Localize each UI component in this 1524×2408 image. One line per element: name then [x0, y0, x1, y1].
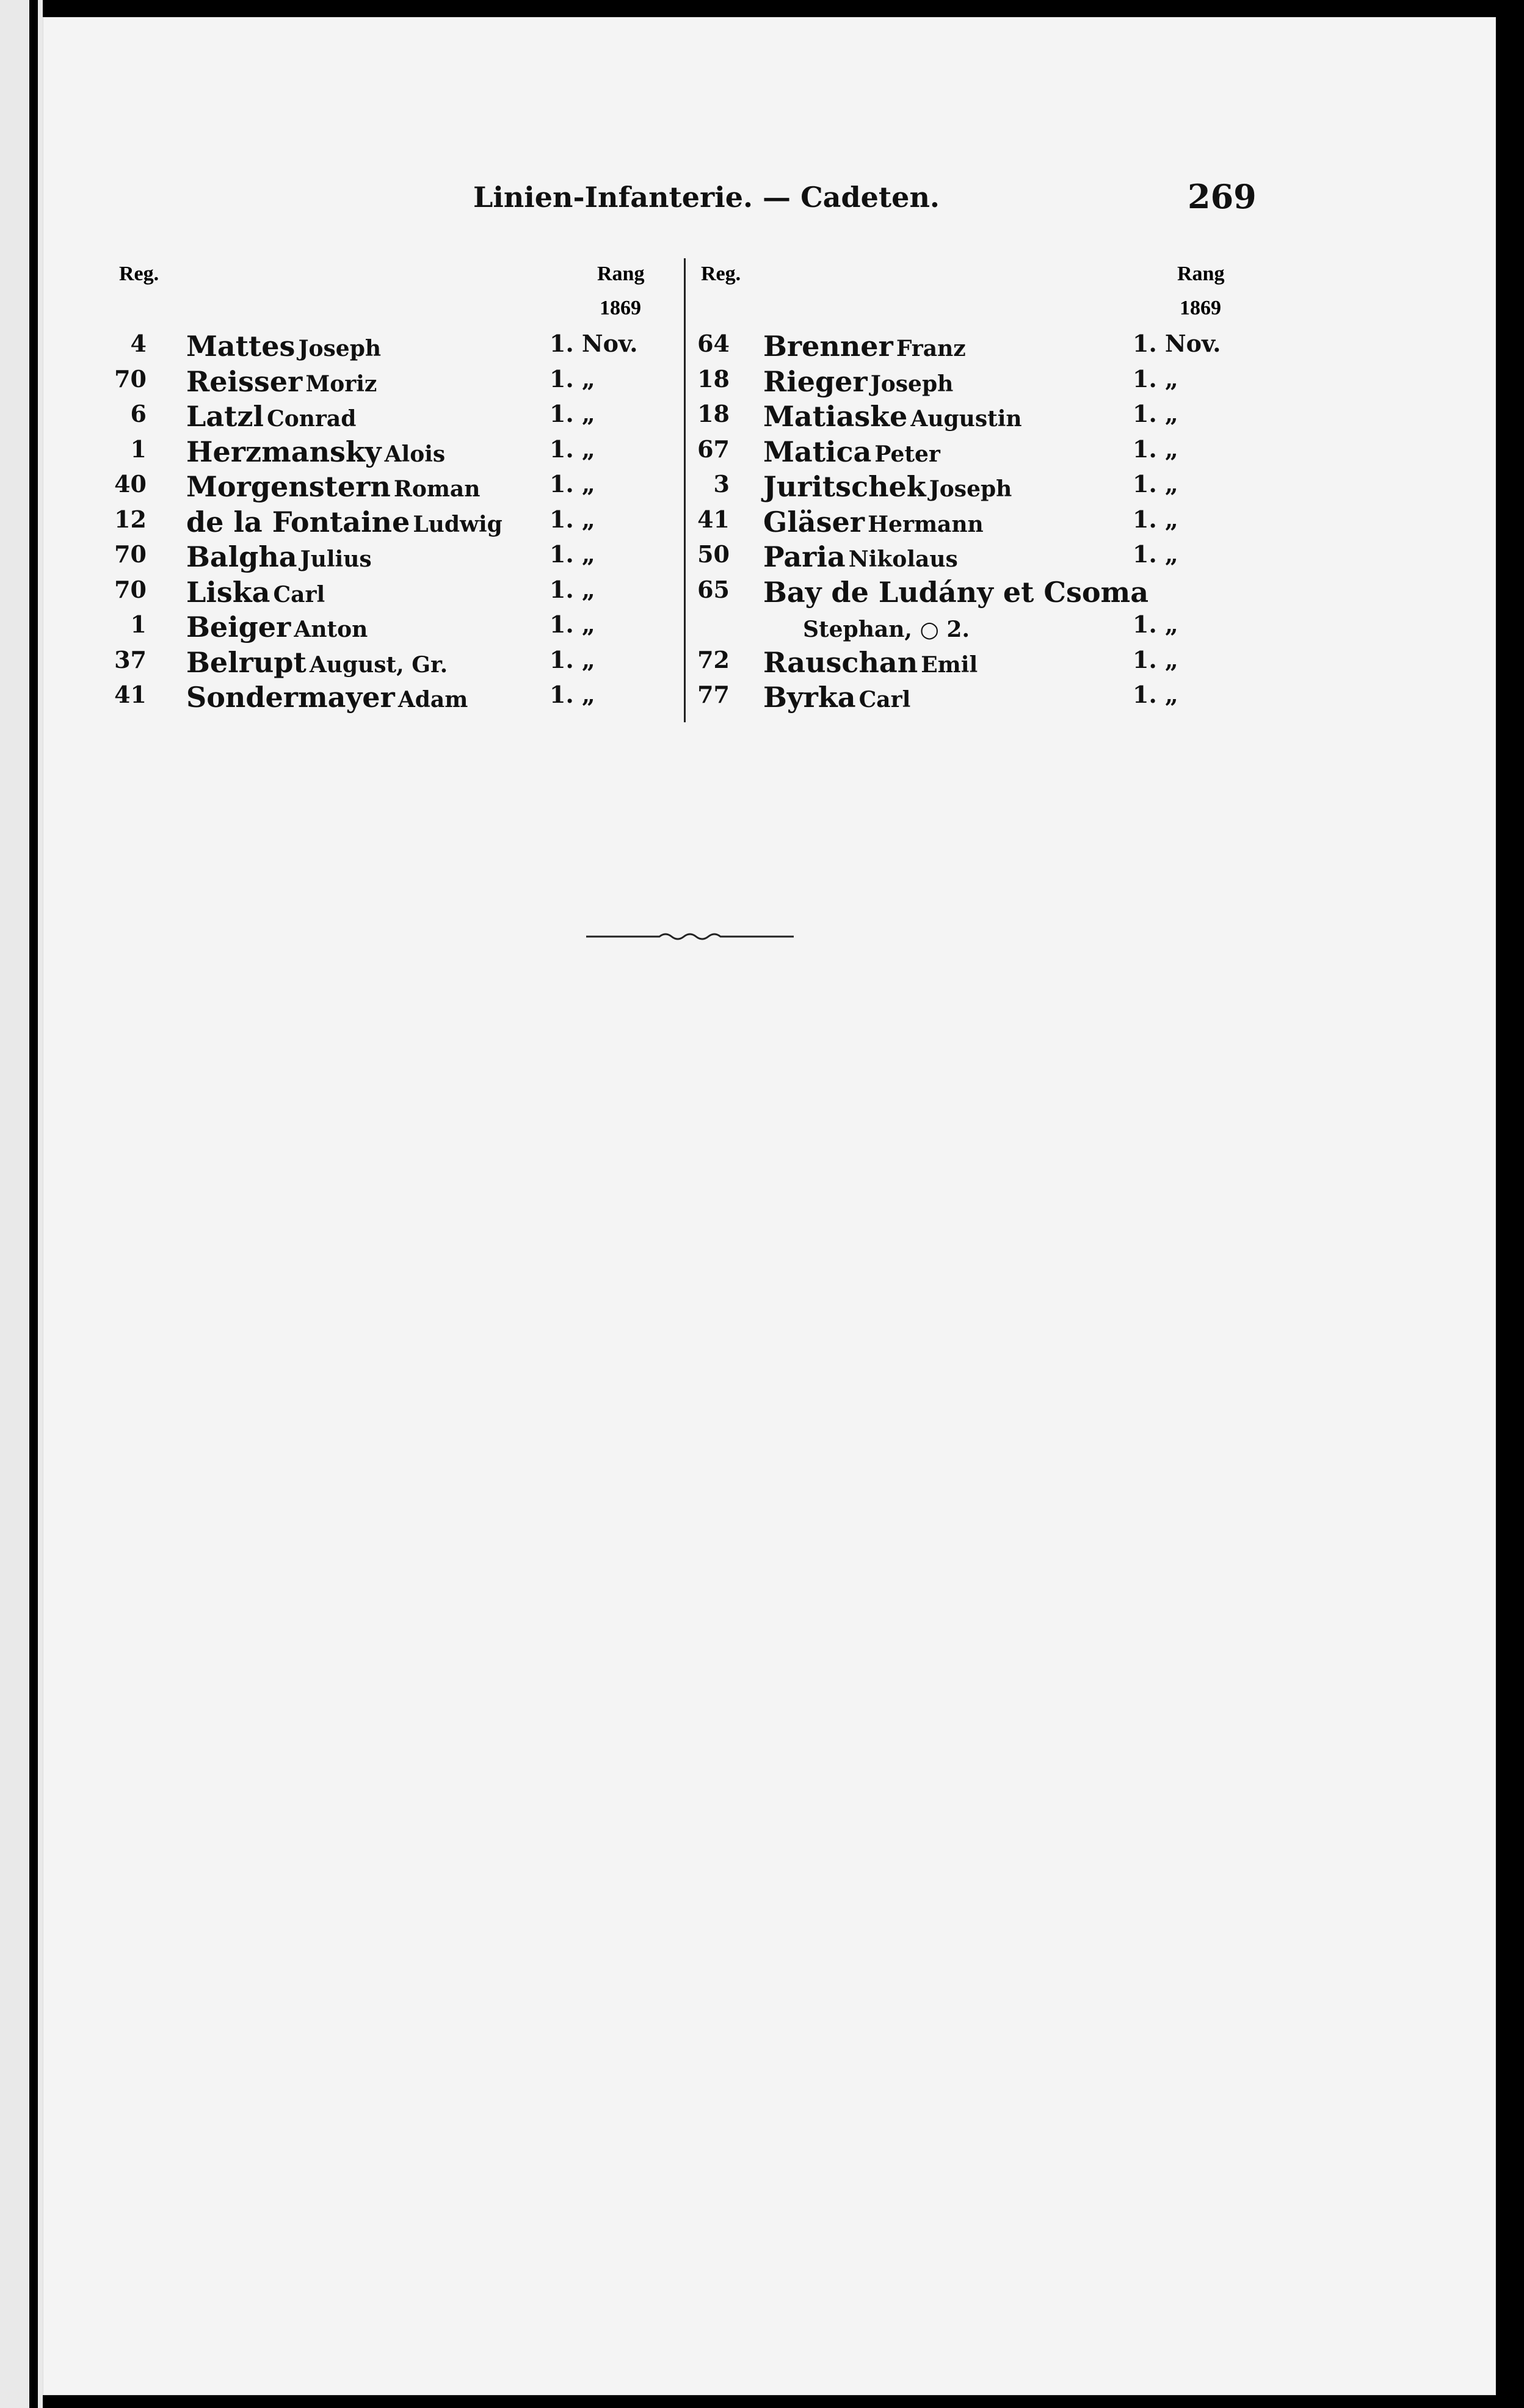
given-name: Carl — [858, 687, 911, 713]
regiment-number: 41 — [114, 681, 147, 708]
scan-left-margin — [0, 0, 43, 2408]
given-name: August, Gr. — [309, 651, 448, 678]
document-page — [43, 17, 1496, 2395]
name — [186, 400, 356, 433]
surname: Byrka — [763, 681, 856, 714]
left-rang-header: Rang — [597, 263, 645, 285]
surname: Balgha — [186, 540, 297, 573]
rank-date: 1. „ — [1133, 611, 1178, 638]
name — [763, 540, 958, 573]
regiment-number: 37 — [114, 645, 147, 673]
given-name: Augustin — [910, 406, 1022, 432]
surname: Herzmansky — [186, 435, 382, 468]
surname: Reisser — [186, 364, 303, 398]
rank-date: 1. „ — [1133, 681, 1178, 708]
regiment-number: 1 — [130, 611, 147, 638]
given-name: Nikolaus — [848, 546, 958, 572]
surname: Paria — [763, 540, 846, 573]
regiment-number: 1 — [130, 435, 147, 463]
regiment-number: 40 — [114, 470, 147, 498]
regiment-number: 50 — [697, 540, 730, 568]
surname: Mattes — [186, 330, 296, 363]
given-name: Peter — [874, 441, 940, 467]
name — [763, 330, 966, 363]
given-name: Adam — [397, 687, 468, 713]
name — [763, 365, 953, 398]
left-rang-year: 1869 — [600, 297, 641, 319]
name — [763, 400, 1022, 433]
rank-date: 1. „ — [1133, 540, 1178, 568]
scan-right-edge — [1496, 0, 1524, 2408]
closing-ornament — [586, 927, 794, 945]
given-name: Alois — [384, 441, 446, 467]
right-rang-header: Rang — [1177, 263, 1225, 285]
given-name: Joseph — [298, 336, 382, 361]
rank-date: 1. Nov. — [550, 330, 638, 357]
surname: Gläser — [763, 505, 865, 539]
rank-date: 1. „ — [550, 505, 595, 533]
surname: Bay de Ludány et Csoma — [763, 575, 1149, 609]
right-rang-year: 1869 — [1180, 297, 1221, 319]
name — [186, 540, 372, 573]
regiment-number: 4 — [130, 330, 147, 357]
regiment-number: 70 — [114, 540, 147, 568]
surname: Sondermayer — [186, 681, 395, 714]
name — [186, 646, 448, 679]
surname: Matica — [763, 435, 872, 468]
surname: Latzl — [186, 400, 264, 433]
given-name: Joseph — [870, 371, 954, 397]
surname: Belrupt — [186, 645, 307, 679]
regiment-number: 3 — [713, 470, 730, 498]
surname: Beiger — [186, 611, 291, 644]
name — [186, 506, 503, 539]
regiment-number: 6 — [130, 400, 147, 427]
regiment-number: 72 — [697, 645, 730, 673]
regiment-number: 18 — [697, 400, 730, 427]
name — [803, 611, 970, 644]
rank-date: 1. „ — [1133, 470, 1178, 498]
given-name: Hermann — [868, 511, 984, 537]
given-name: Stephan, ○ 2. — [803, 617, 970, 642]
name — [186, 681, 468, 714]
regiment-number: 77 — [697, 681, 730, 708]
name — [186, 611, 368, 644]
name — [763, 435, 940, 468]
regiment-number: 64 — [697, 330, 730, 357]
name — [186, 365, 377, 398]
rank-date: 1. „ — [550, 681, 595, 708]
surname: Juritschek — [763, 470, 926, 503]
given-name: Conrad — [267, 406, 357, 432]
rank-date: 1. „ — [550, 575, 595, 603]
name — [186, 330, 381, 363]
regiment-number: 12 — [114, 505, 147, 533]
name — [763, 681, 910, 714]
rank-date: 1. „ — [550, 435, 595, 463]
page-number: 269 — [1188, 177, 1257, 216]
name — [186, 576, 325, 609]
binding-edge — [29, 0, 38, 2408]
rank-date: 1. „ — [550, 611, 595, 638]
rank-date: 1. „ — [550, 540, 595, 568]
regiment-number: 65 — [697, 575, 730, 603]
given-name: Moriz — [305, 371, 377, 397]
name — [186, 435, 445, 468]
name — [763, 646, 978, 679]
surname: Matiaske — [763, 400, 908, 433]
rank-date: 1. Nov. — [1133, 330, 1221, 357]
rank-date: 1. „ — [550, 400, 595, 427]
left-reg-header: Reg. — [119, 263, 159, 285]
surname: Rauschan — [763, 645, 918, 679]
surname: Brenner — [763, 330, 893, 363]
regiment-number: 41 — [697, 505, 730, 533]
given-name: Anton — [294, 617, 368, 642]
rank-date: 1. „ — [1133, 435, 1178, 463]
regiment-number: 67 — [697, 435, 730, 463]
right-reg-header: Reg. — [701, 263, 741, 285]
page-title: Linien-Infanterie. — Cadeten. — [473, 181, 940, 214]
rank-date: 1. „ — [1133, 364, 1178, 393]
regiment-number: 18 — [697, 364, 730, 393]
given-name: Julius — [300, 546, 372, 572]
given-name: Joseph — [929, 476, 1012, 502]
rank-date: 1. „ — [550, 470, 595, 498]
name — [186, 470, 480, 503]
rank-date: 1. „ — [1133, 505, 1178, 533]
rank-date: 1. „ — [550, 364, 595, 393]
given-name: Ludwig — [413, 511, 503, 537]
given-name: Emil — [921, 651, 978, 678]
rank-date: 1. „ — [550, 645, 595, 673]
name — [763, 470, 1012, 503]
name — [763, 576, 1148, 609]
regiment-number: 70 — [114, 575, 147, 603]
regiment-number: 70 — [114, 364, 147, 393]
given-name: Franz — [896, 336, 966, 361]
surname: Rieger — [763, 364, 868, 398]
given-name: Roman — [393, 476, 481, 502]
rank-date: 1. „ — [1133, 400, 1178, 427]
rank-date: 1. „ — [1133, 645, 1178, 673]
surname: Morgenstern — [186, 470, 391, 503]
surname: Liska — [186, 575, 270, 609]
surname: de la Fontaine — [186, 505, 410, 539]
given-name: Carl — [273, 581, 325, 607]
name — [763, 506, 984, 539]
